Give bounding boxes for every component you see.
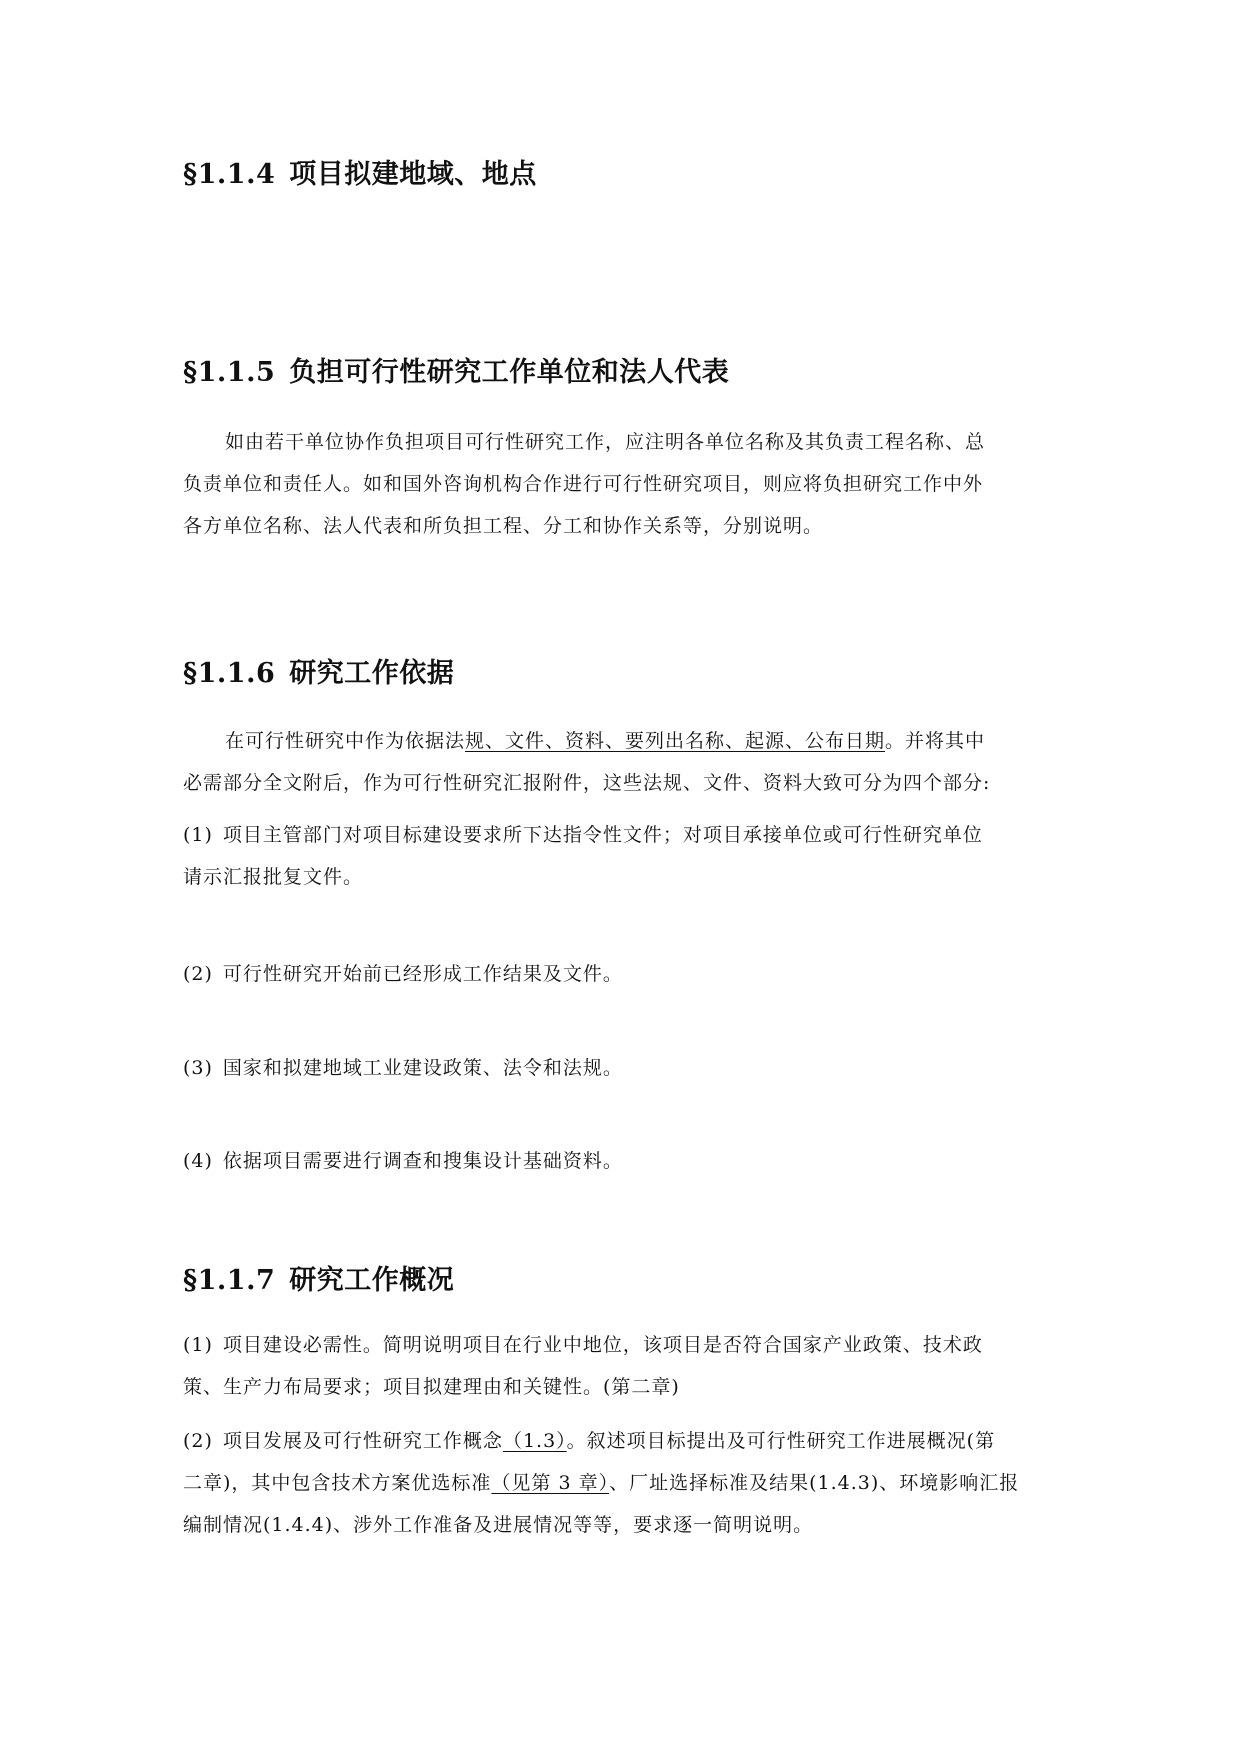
text-run: 可行性研究开始前已经形成工作结果及文件。 bbox=[222, 963, 623, 985]
section-heading-1-1-4 bbox=[183, 152, 537, 191]
text-run: 项目建设必需性。简明说明项目在行业中地位，该项目是否符合国家产业政策、技术政 bbox=[222, 1334, 983, 1356]
section-number: §1.1.6 bbox=[183, 658, 276, 689]
section-number: §1.1.7 bbox=[183, 1265, 276, 1296]
list-item bbox=[183, 1140, 1063, 1182]
underlined-text: （见第 3 章） bbox=[491, 1472, 610, 1494]
item-number: (2) bbox=[183, 963, 213, 985]
text-line: 负责单位和责任人。如和国外咨询机构合作进行可行性研究项目，则应将负担研究工作中外 bbox=[183, 473, 984, 495]
text-run: 国家和拟建地域工业建设政策、法令和法规。 bbox=[222, 1057, 623, 1079]
text-line: 如由若干单位协作负担项目可行性研究工作，应注明各单位名称及其负责工程名称、总 bbox=[225, 431, 986, 453]
list-item bbox=[183, 1420, 1063, 1546]
paragraph-1-1-6 bbox=[183, 720, 1063, 804]
underlined-text: （1.3） bbox=[502, 1430, 567, 1452]
text-run: 。叙述项目标提出及可行性研究工作进展概况(第 bbox=[566, 1430, 996, 1452]
text-line: 必需部分全文附后，作为可行性研究汇报附件，这些法规、文件、资料大致可分为四个部分: bbox=[183, 772, 991, 794]
underlined-text: 规、文件、资料、要列出名称、起源、公布日期 bbox=[465, 730, 886, 752]
text-run: 二章)，其中包含技术方案优选标准 bbox=[183, 1472, 492, 1494]
section-title: 负担可行性研究工作单位和法人代表 bbox=[289, 357, 730, 388]
section-heading-1-1-5 bbox=[183, 350, 729, 389]
item-number: (1) bbox=[183, 1334, 213, 1356]
item-number: (2) bbox=[183, 1430, 213, 1452]
text-line: 编制情况(1.4.4)、涉外工作准备及进展情况等等，要求逐一简明说明。 bbox=[183, 1514, 814, 1536]
text-run: 依据项目需要进行调查和搜集设计基础资料。 bbox=[222, 1150, 623, 1172]
text-line bbox=[183, 1140, 1063, 1182]
section-title: 研究工作依据 bbox=[289, 658, 455, 689]
text-run: 、厂址选择标准及结果(1.4.3)、环境影响汇报 bbox=[609, 1472, 1020, 1494]
text-run: 项目发展及可行性研究工作概念 bbox=[222, 1430, 503, 1452]
list-item bbox=[183, 953, 1063, 995]
text-run: 项目主管部门对项目标建设要求所下达指令性文件；对项目承接单位或可行性研究单位 bbox=[222, 824, 983, 846]
text-line: 请示汇报批复文件。 bbox=[183, 866, 364, 888]
text-line bbox=[183, 953, 1063, 995]
text-line bbox=[183, 1324, 1063, 1366]
list-item bbox=[183, 1047, 1063, 1089]
section-title: 研究工作概况 bbox=[289, 1265, 455, 1296]
text-line bbox=[183, 814, 1063, 856]
text-line bbox=[183, 1462, 1063, 1504]
section-heading-1-1-7 bbox=[183, 1258, 454, 1297]
text-run: 在可行性研究中作为依据法 bbox=[225, 730, 466, 752]
text-run: 。并将其中 bbox=[885, 730, 986, 752]
text-line bbox=[183, 720, 1063, 762]
text-line bbox=[183, 1047, 1063, 1089]
item-number: (4) bbox=[183, 1150, 213, 1172]
section-number: §1.1.5 bbox=[183, 357, 276, 388]
item-number: (1) bbox=[183, 824, 213, 846]
section-title: 项目拟建地域、地点 bbox=[289, 159, 537, 190]
text-line: 策、生产力布局要求；项目拟建理由和关键性。(第二章) bbox=[183, 1376, 680, 1398]
list-item bbox=[183, 814, 1063, 898]
item-number: (3) bbox=[183, 1057, 213, 1079]
paragraph-1-1-5 bbox=[183, 421, 1063, 547]
text-line: 各方单位名称、法人代表和所负担工程、分工和协作关系等，分别说明。 bbox=[183, 515, 824, 537]
list-item bbox=[183, 1324, 1063, 1408]
section-heading-1-1-6 bbox=[183, 651, 454, 690]
text-line bbox=[183, 1420, 1063, 1462]
section-number: §1.1.4 bbox=[183, 159, 276, 190]
